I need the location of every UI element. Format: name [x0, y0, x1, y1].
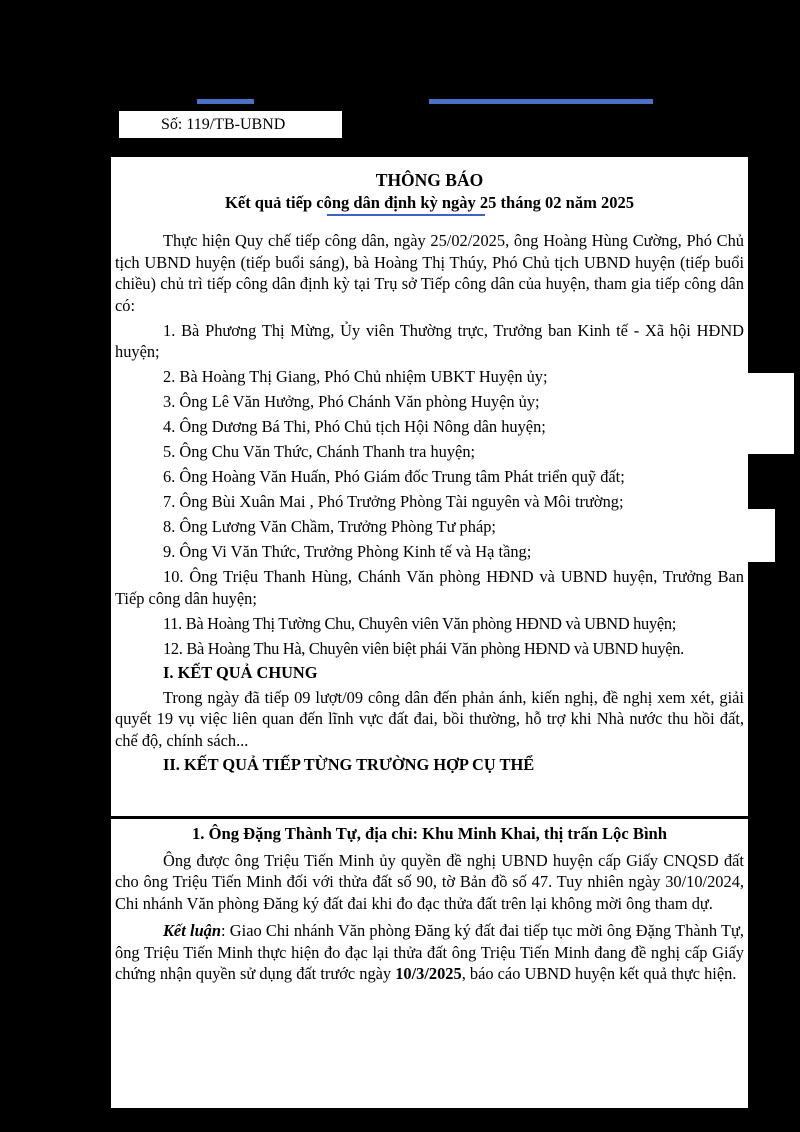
document-subtitle	[115, 192, 744, 214]
participant-item: 5. Ông Chu Văn Thức, Chánh Thanh tra huyện;	[163, 442, 476, 461]
participant-item: 2. Bà Hoàng Thị Giang, Phó Chủ nhiệm UBKT Huyện ủy;	[163, 367, 548, 386]
intro-paragraph: Thực hiện Quy chế tiếp công dân, ngày 25/02/2025, ông Hoàng Hùng Cường, Phó Chủ tịch UBND huyện (tiếp buổi sáng), bà Hoàng Thị Thúy, Phó Chủ tịch UBND huyện (tiếp buổi chiều) chủ trì tiếp công dân định kỳ tại Trụ sở Tiếp công dân của huyện, tham gia tiếp công dân có:	[115, 231, 744, 315]
case1-body: Ông được ông Triệu Tiến Minh ủy quyền đề nghị UBND huyện cấp Giấy CNQSD đất cho ông Triệu Tiến Minh đối với thửa đất số 90, tờ Bản đồ số 47. Tuy nhiên ngày 30/10/2024, Chi nhánh Văn phòng Đăng ký đất đai khi đo đạc thửa đất trên lại không mời ông tham dự.	[115, 850, 744, 913]
document-subtitle-text: Kết quả tiếp công dân định kỳ ngày 25 tháng 02 năm 2025	[225, 193, 634, 212]
participant-item: 4. Ông Dương Bá Thi, Phó Chủ tịch Hội Nông dân huyện;	[163, 417, 546, 436]
document-title: THÔNG BÁO	[375, 170, 484, 190]
participant-item: 12. Bà Hoàng Thu Hà, Chuyên viên biệt phái Văn phòng HĐND và UBND huyện.	[163, 638, 684, 658]
section2-heading: II. KẾT QUẢ TIẾP TỪNG TRƯỜNG HỢP CỤ THỂ	[163, 755, 535, 774]
participant-item: 6. Ông Hoàng Văn Huấn, Phó Giám đốc Trung tâm Phát triển quỹ đất;	[163, 467, 625, 486]
participant-item: 10. Ông Triệu Thanh Hùng, Chánh Văn phòng HĐND và UBND huyện, Trưởng Ban Tiếp công dân huyện;	[115, 567, 744, 608]
participant-item: 3. Ông Lê Văn Hưởng, Phó Chánh Văn phòng Huyện ủy;	[163, 392, 540, 411]
section1-body: Trong ngày đã tiếp 09 lượt/09 công dân đến phản ánh, kiến nghị, đề nghị xem xét, giải quyết 19 vụ việc liên quan đến lĩnh vực đất đai, bồi thường, hỗ trợ khi Nhà nước thu hồi đất, chế độ, chính sách...	[115, 687, 744, 750]
conclusion-tail: , báo cáo UBND huyện kết quả thực hiện.	[461, 964, 737, 983]
participant-item: 11. Bà Hoàng Thị Tường Chu, Chuyên viên Văn phòng HĐND và UBND huyện;	[163, 613, 676, 633]
participant-item: 1. Bà Phương Thị Mừng, Ủy viên Thường trực, Trưởng ban Kinh tế - Xã hội HĐND huyện;	[115, 320, 744, 361]
participant-item: 7. Ông Bùi Xuân Mai , Phó Trưởng Phòng Tài nguyên và Môi trường;	[163, 492, 624, 511]
side-fragment-2	[748, 509, 775, 562]
participant-list	[115, 320, 744, 660]
participant-item: 9. Ông Vi Văn Thức, Trưởng Phòng Kinh tế và Hạ tầng;	[163, 542, 532, 561]
conclusion-label: Kết luận	[163, 921, 221, 940]
participant-item: 8. Ông Lương Văn Chầm, Trưởng Phòng Tư pháp;	[163, 517, 496, 536]
case1-conclusion	[115, 920, 744, 985]
section1-heading: I. KẾT QUẢ CHUNG	[163, 663, 318, 682]
document-page-top	[111, 157, 748, 816]
header-accent-line-left	[197, 99, 254, 104]
case1-heading: 1. Ông Đặng Thành Tự, địa chỉ: Khu Minh Khai, thị trấn Lộc Bình	[191, 824, 668, 843]
header-accent-line-right	[429, 99, 653, 104]
subtitle-underline	[327, 214, 485, 216]
conclusion-text: : Giao Chi nhánh Văn phòng Đăng ký đất đai tiếp tục mời ông Đặng Thành Tự, ông Triệu Tiến Minh thực hiện đo đạc lại thửa đất ông Triệu Tiến Minh đang đề nghị cấp Giấy chứng nhận quyền sử dụng đất trước ngày	[115, 921, 745, 983]
document-page-bottom	[111, 819, 748, 1108]
document-number: Số: 119/TB-UBND	[119, 111, 342, 138]
side-fragment-1	[748, 373, 794, 454]
conclusion-deadline: 10/3/2025	[395, 964, 462, 983]
